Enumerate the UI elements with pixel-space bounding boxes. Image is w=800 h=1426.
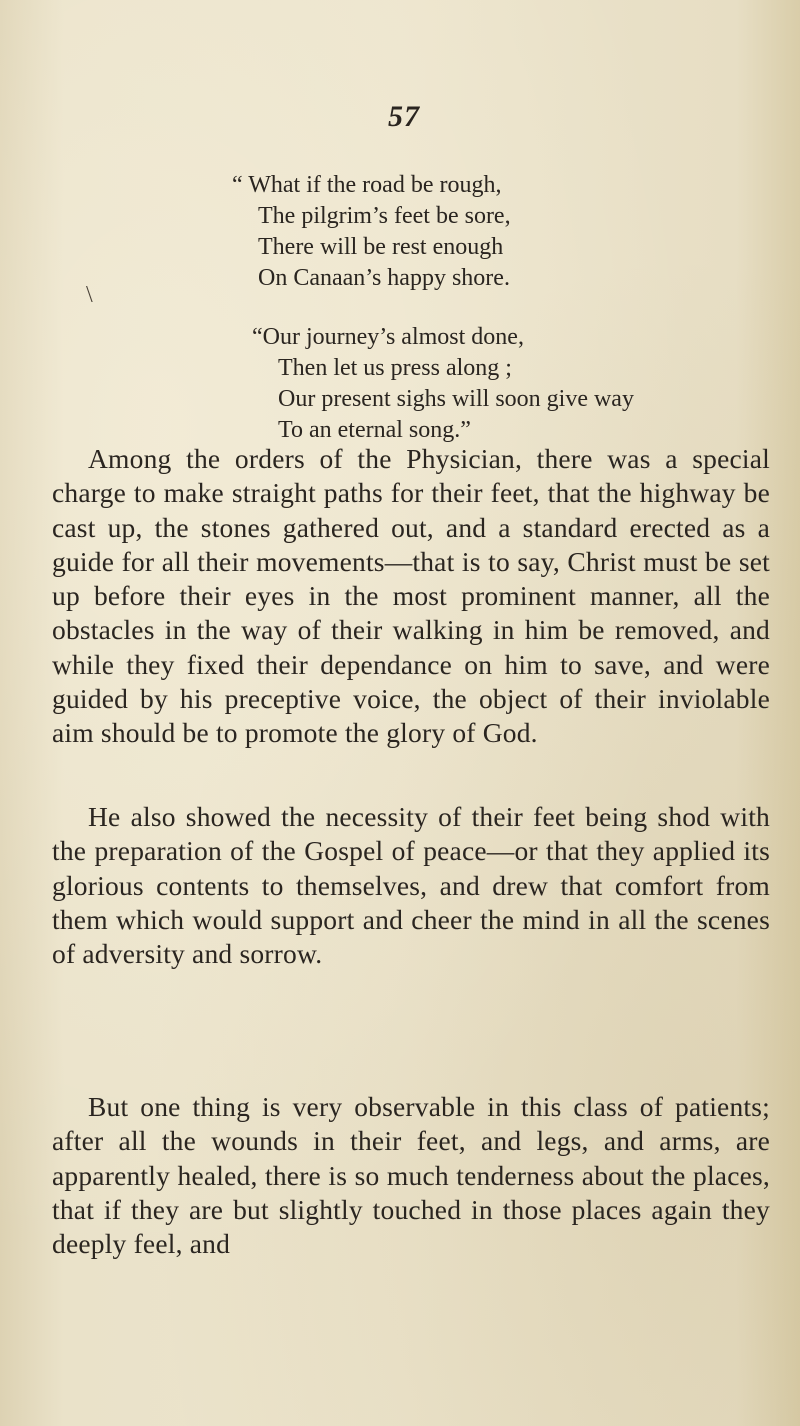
paragraph-text: He also showed the necessity of their feet being shod with the preparation of the Gospel of peace—or that they applied its glorious contents to themselves, and drew that comfort from them which would support and cheer the mind in all the scenes of adversity and sorrow. (52, 801, 770, 970)
margin-mark: \ (86, 282, 93, 308)
poem-stanza-2 (252, 322, 634, 446)
paragraph-text: Among the orders of the Physician, there was a special charge to make straight paths for their feet, that the highway be cast up, the stones gathered out, and a standard erected as a guide for all their movements—that is to say, Christ must be set up before their eyes in the most prominent manner, all the obstacles in the way of their walking in him be removed, and while they fixed their dependance on him to save, and were guided by his preceptive voice, the object of their inviolable aim should be to promote the glory of God. (52, 443, 770, 749)
poem-line: There will be rest enough (258, 234, 504, 260)
poem-line: On Canaan’s happy shore. (258, 265, 510, 291)
poem-line: “ What if the road be rough, (232, 172, 502, 198)
body-paragraph-1 (52, 442, 770, 751)
body-paragraph-2 (52, 800, 770, 971)
paragraph-text: But one thing is very observable in this class of patients; after all the wounds in their feet, and legs, and arms, are apparently healed, there is so much tenderness about the places, that if they are but slightly touched in those places again they deeply feel, and (52, 1091, 770, 1260)
page-number: 57 (388, 100, 420, 133)
body-paragraph-3 (52, 1090, 770, 1261)
poem-line: Our present sighs will soon give way (278, 386, 634, 412)
poem-line: Then let us press along ; (278, 355, 512, 381)
poem-line: The pilgrim’s feet be sore, (258, 203, 511, 229)
poem-line: “Our journey’s almost done, (252, 324, 524, 350)
poem-line: To an eternal song.” (278, 417, 471, 443)
poem-stanza-1 (232, 170, 511, 294)
